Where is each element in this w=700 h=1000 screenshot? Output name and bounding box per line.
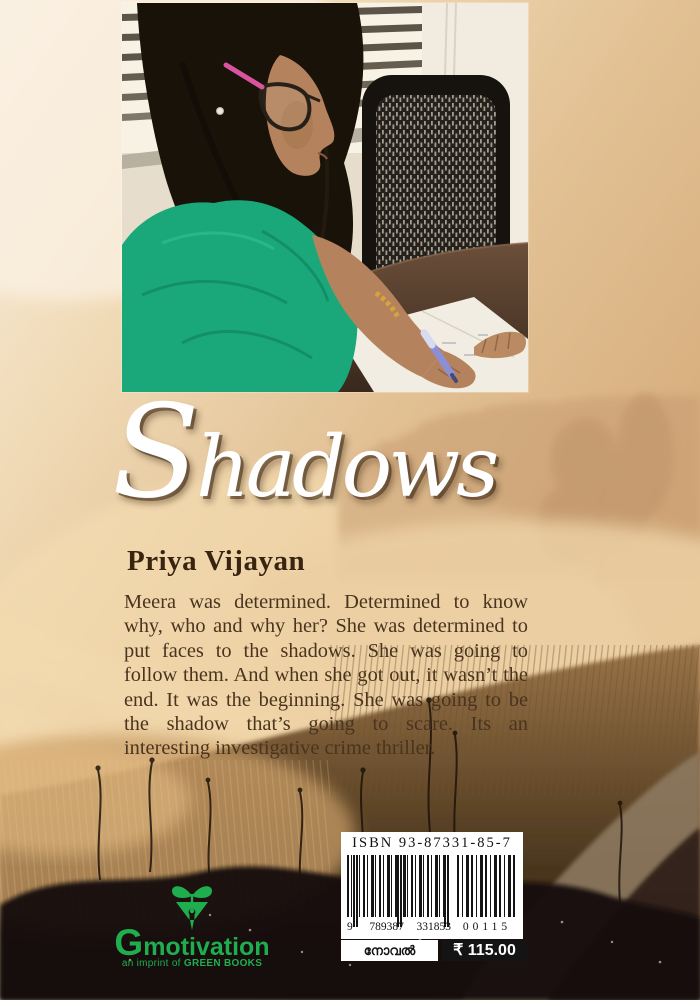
- supplement-digits: 00115: [462, 921, 512, 933]
- earring: [217, 108, 224, 115]
- barcode-graphic: [347, 855, 517, 935]
- book-title: Shadows: [112, 378, 496, 527]
- ean-digits: 9 789387 331853: [347, 921, 451, 933]
- category-label: നോവൽ: [341, 940, 438, 961]
- price-tag: ₹ 115.00: [442, 940, 527, 961]
- barcode-panel: [341, 832, 523, 939]
- publisher-logo: [112, 880, 272, 969]
- book-blurb: Meera was determined. Determined to know why, who and why her? She was determined to put faces to the shadows. She was going to follow them. And when she got out, it wasn’t the end. It was the beginning. She was going to be the shadow that’s going to scare. Its an interesting investigative crime thriller.: [124, 591, 528, 760]
- author-name: Priya Vijayan: [127, 545, 306, 577]
- isbn-label: ISBN 93-87331-85-7: [352, 835, 512, 851]
- supplement-barcode: [457, 855, 517, 935]
- author-photo: [122, 3, 528, 392]
- sprout-icon: [170, 880, 214, 932]
- ean-barcode: [347, 855, 451, 935]
- publisher-imprint: an imprint of GREEN BOOKS: [121, 958, 263, 969]
- publisher-name: Gmotivation: [114, 922, 270, 963]
- price-row: [341, 940, 527, 961]
